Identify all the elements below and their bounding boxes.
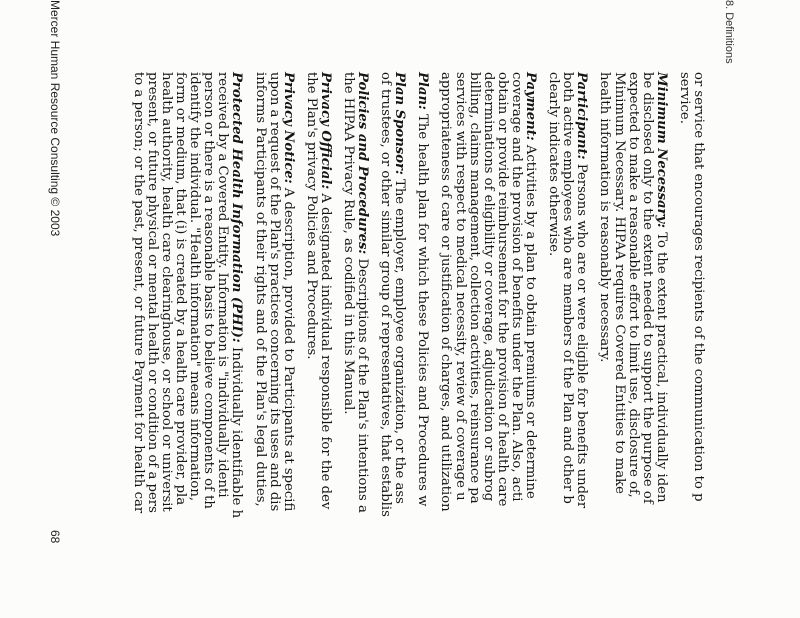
text-line — [495, 72, 509, 618]
definition-paragraph — [438, 72, 537, 618]
text-line — [677, 72, 691, 618]
text-line — [215, 72, 229, 618]
text-line — [453, 72, 467, 618]
line-text: determinations of eligibility or coverage, adjudication or subrog — [480, 72, 496, 502]
line-text: form or medium, that (i) is created by a health care provider, pla — [173, 72, 189, 506]
definition-term: Participant: — [574, 72, 590, 160]
text-line — [611, 72, 625, 618]
document-body — [122, 72, 705, 618]
line-text: informs Participants of their rights and of the Plan's legal duties, — [252, 72, 268, 507]
line-text: Activities by a plan to obtain premiums or determine — [523, 140, 539, 499]
text-line — [654, 72, 668, 618]
line-text: identify the individual. "Health information" means information, — [187, 72, 203, 502]
definition-paragraph — [597, 72, 667, 618]
text-line — [318, 72, 332, 618]
definition-term: Policies and Procedures: — [355, 72, 371, 255]
line-text: person or there is a reasonable basis to believe components of th — [201, 72, 217, 509]
line-text: Descriptions of the Plan's intentions a — [355, 254, 371, 513]
line-text: obtain or provide reimbursement for the provision of health care — [494, 72, 510, 507]
line-text: of trustees, or other similar group of representatives, that establis — [378, 72, 394, 517]
line-text: To the extent practical, individually iden — [653, 228, 669, 503]
text-line — [415, 72, 429, 618]
line-text: health authority, health care clearinghouse, or school or universit — [159, 72, 174, 512]
definition-paragraph — [546, 72, 588, 618]
line-text: present, or future physical or mental health or condition of a pers — [144, 72, 160, 513]
line-text: coverage and the provision of benefits under the Plan. Also, acti — [508, 72, 524, 502]
text-line — [378, 72, 392, 618]
text-line — [145, 72, 159, 618]
text-line — [438, 72, 452, 618]
line-text: the Plan's privacy Policies and Procedures. — [303, 72, 319, 360]
line-text: Individually identifiable h — [229, 342, 245, 519]
text-line — [201, 72, 215, 618]
text-line — [574, 72, 588, 618]
definition-term: Privacy Notice: — [280, 72, 296, 184]
text-line — [626, 72, 640, 618]
definition-term: Privacy Official: — [317, 72, 333, 190]
line-text: service. — [676, 72, 692, 124]
line-text: upon a request of the Plan's practices concerning its uses and dis — [266, 72, 282, 512]
line-text: health information is reasonably necessary. — [597, 72, 613, 363]
text-line — [640, 72, 654, 618]
line-text: A designated individual responsible for the dev — [317, 189, 333, 510]
definition-term: Minimum Necessary: — [653, 72, 669, 229]
definition-paragraph — [341, 72, 369, 618]
text-line — [355, 72, 369, 618]
line-text: services with respect to medical necessity, review of coverage u — [452, 72, 468, 501]
line-text: expected to make a reasonable effort to limit use, disclosure of, — [625, 72, 641, 498]
line-text: the HIPAA Privacy Rule, as codified in this Manual. — [341, 72, 357, 415]
definition-paragraph — [378, 72, 406, 618]
definition-paragraph — [304, 72, 332, 618]
line-text: clearly indicates otherwise. — [546, 72, 562, 257]
text-line — [304, 72, 318, 618]
text-line — [341, 72, 355, 618]
line-text: appropriateness of care or justification of charges, and utilization — [438, 72, 454, 512]
copyright-footer: Mercer Human Resource Consulting © 2003 — [48, 0, 62, 237]
text-line — [159, 72, 173, 618]
line-text: or service that encourages recipients of the communication to p — [691, 72, 706, 502]
text-line — [392, 72, 406, 618]
text-line — [560, 72, 574, 618]
text-line — [691, 72, 705, 618]
line-text: A description, provided to Participants at specifi — [280, 183, 296, 512]
text-line — [131, 72, 145, 618]
definition-paragraph — [677, 72, 705, 618]
definition-term: Plan: — [415, 72, 431, 110]
line-text: The employer, employee organization, or the ass — [392, 174, 408, 504]
definition-paragraph — [131, 72, 244, 618]
text-line — [597, 72, 611, 618]
text-line — [467, 72, 481, 618]
text-line — [281, 72, 295, 618]
text-line — [252, 72, 266, 618]
definition-term: Plan Sponsor: — [392, 72, 408, 175]
line-text: Minimum Necessary. HIPAA requires Covered Entities to make — [611, 72, 627, 494]
text-line — [187, 72, 201, 618]
definition-paragraph — [252, 72, 294, 618]
line-text: billing, claims management, collection activities, reinsurance pa — [466, 72, 482, 504]
text-line — [173, 72, 187, 618]
text-line — [523, 72, 537, 618]
text-line — [509, 72, 523, 618]
text-line — [267, 72, 281, 618]
definition-term: Protected Health Information (PHI): — [229, 72, 245, 343]
page-number: 68 — [48, 530, 62, 544]
line-text: received by a Covered Entity. Information is "individually identi — [215, 72, 231, 498]
line-text: The health plan for which these Policies and Procedures w — [415, 109, 431, 507]
text-line — [229, 72, 243, 618]
definition-paragraph — [415, 72, 429, 618]
line-text: to a person; or the past, present, or future Payment for health car — [130, 72, 146, 514]
line-text: both active employees who are members of the Plan and other b — [560, 72, 576, 504]
text-line — [546, 72, 560, 618]
line-text: Persons who are or were eligible for benefits under — [574, 159, 590, 509]
definition-term: Payment: — [523, 72, 539, 141]
line-text: be disclosed only to the extent needed to support the purpose of — [639, 72, 655, 504]
section-header: 8. Definitions — [723, 0, 735, 64]
text-line — [481, 72, 495, 618]
